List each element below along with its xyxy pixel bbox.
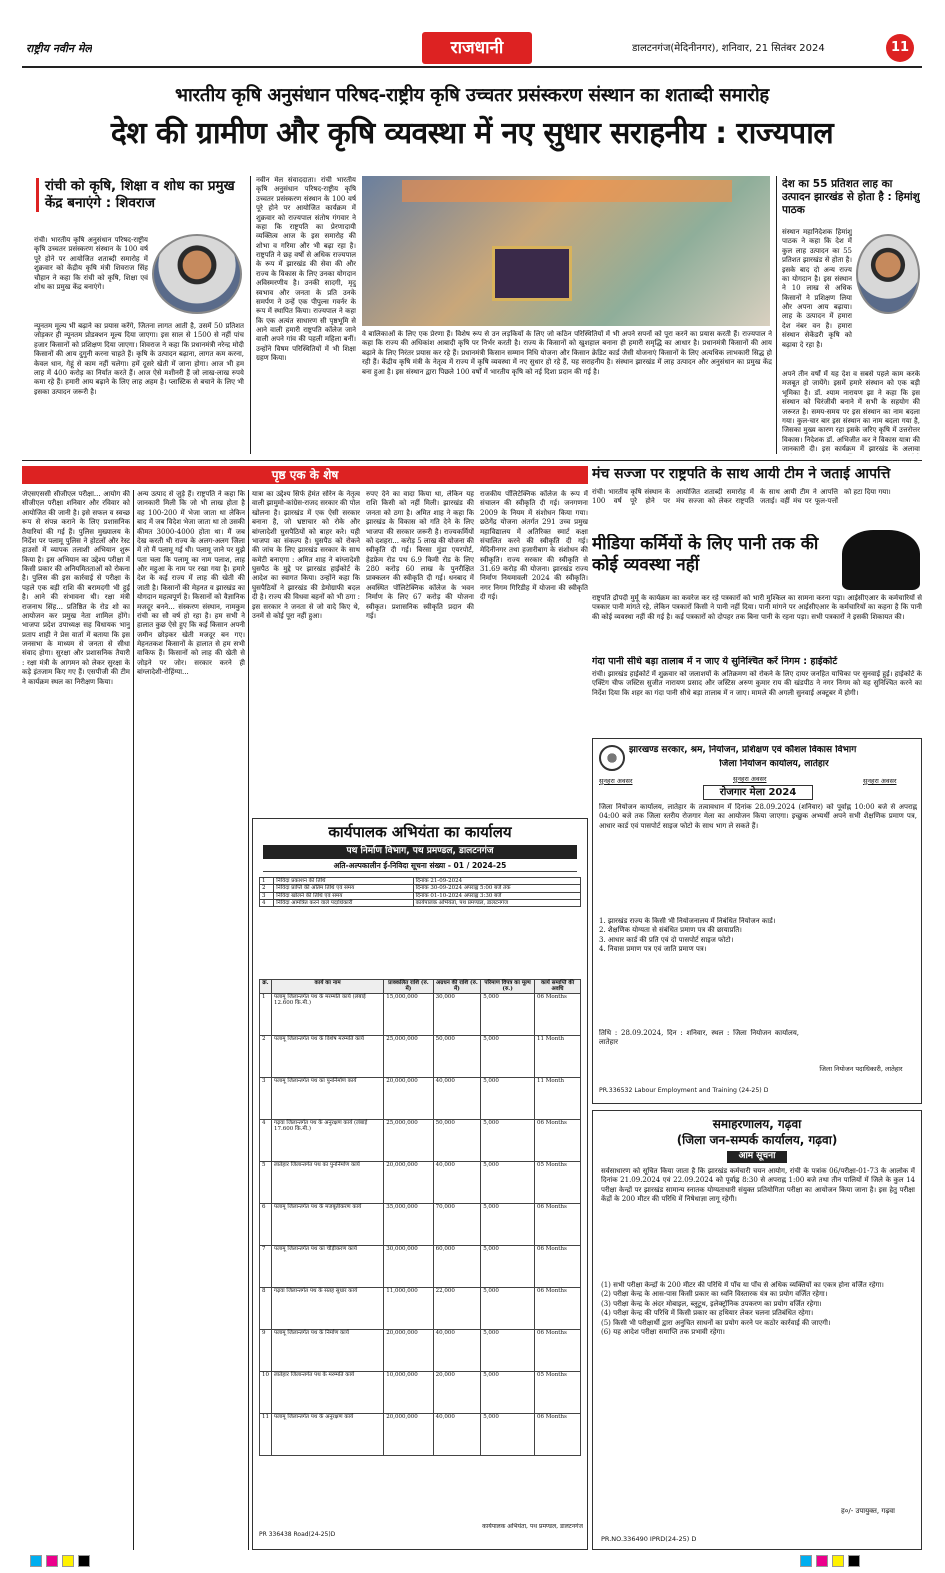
tender-title: कार्यपालक अभियंता का कार्यालय (328, 823, 512, 841)
job-label-left: सुनहरा अवसर (599, 777, 633, 785)
dateline: डालटनगंज(मेदिनीनगर), शनिवार, 21 सितंबर 2024 (632, 43, 825, 54)
tender-column-header: परिमाण विपत्र का मूल्य (रु.) (481, 980, 535, 994)
table-row (260, 1245, 581, 1287)
tender-cell: 06 Months (535, 1329, 581, 1371)
tender-cell: 5,000 (481, 1371, 535, 1413)
tender-cell: 40,000 (433, 1161, 481, 1203)
tender-meta-cell: 4 (260, 899, 274, 906)
court-title: गंदा पानी सीधे बड़ा तालाब में न जाए ये सुनिश्चित करें निगम : हाईकोर्ट (592, 656, 838, 667)
notice-body: सर्वसाधारण को सूचित किया जाता है कि झारखंड कर्मचारी चयन आयोग, रांची के पत्रांक 06/परीक्षा-01-73 के आलोक में दिनांक 21.09.2024 एवं 22.09.2024 को पूर्वाह्न 8:30 से अपराह्न 1:00 बजे तथा तीन पालियों में जिले के कुल 14 परीक्षा केन्द्रों पर झारखंड सामान्य स्नातक योग्यताधारी संयुक्त प्रतियोगिता परीक्षा का आयोजन किया जाना है। इस हेतु परीक्षा केंद्रों के 200 मीटर की परिधि में निषेधाज्ञा लागू रहेगी। (601, 1167, 915, 1204)
tender-cell: 8 (260, 1287, 272, 1329)
tender-cell: 20,000,000 (384, 1161, 433, 1203)
tender-column-header: क्र. (260, 980, 272, 994)
lead-kicker: भारतीय कृषि अनुसंधान परिषद-राष्ट्रीय कृषि उच्चतर प्रसंस्करण संस्थान का शताब्दी समारोह (174, 85, 770, 106)
notice-item-4: (4) परीक्षा केन्द्र की परिधि में किसी प्रकार का हथियार लेकर चलना प्रतिबंधित रहेगा। (601, 1309, 814, 1318)
tender-cell: 25,000,000 (384, 1035, 433, 1077)
left-story-intro: रांची। भारतीय कृषि अनुसंधान परिषद-राष्ट्रीय कृषि उच्चतर प्रसंस्करण संस्थान के 100 वर्ष पूरे होने पर आयोजित शताब्दी समारोह में शुक्रवार को केंद्रीय कृषि मंत्री शिवराज सिंह चौहान ने कहा कि रांची को कृषि, शिक्षा एवं शोध का प्रमुख केंद्र बनाएंगे। (34, 236, 148, 291)
tender-subtitle: पथ निर्माण विभाग, पथ प्रमण्डल, डालटनगंज (263, 845, 577, 859)
job-req-2: 2. शैक्षणिक योग्यता से संबंधित प्रमाण पत्र की छायाप्रति। (599, 926, 742, 935)
tender-cell: 06 Months (535, 1287, 581, 1329)
tender-cell: 40,000 (433, 1077, 481, 1119)
tender-cell: 06 Months (535, 1203, 581, 1245)
tender-cell: 06 Months (535, 993, 581, 1035)
tender-column-header: कार्य का नाम (272, 980, 384, 994)
notice-item-2: (2) परीक्षा केन्द्र के आस-पास किसी प्रकार का ध्वनि विस्तारक यंत्र का प्रयोग वर्जित रहेगा। (601, 1290, 828, 1299)
job-title: रोजगार मेला 2024 (703, 785, 813, 800)
jump-col-1: जेएसएससी सीजीएल परीक्षा... आयोग की सीजीएल परीक्षा शनिवार और रविवार को आयोजित की जानी है। इसे सफल व स्वच्छ रूप से संपन्न कराने के लिए प्रशासनिक तैयारियां की गई हैं। पुलिस मुख्यालय के निर्देश पर पलामू पुलिस ने होटलों और रेस्ट हाउसों में व्यापक तलाशी अभियान शुरू किया है। इस अभियान का उद्देश्य परीक्षा में किसी प्रकार की अनियमितताओं को रोकना है। पुलिस की इस कार्रवाई से परीक्षा के पहले एक बड़ी राशि की बरामदगी भी हुई है। आने की संभावना थी। रक्षा मंत्री राजनाथ सिंह... प्रतिष्ठित के रोड शो का आयोजन कर प्रमुख नेता शामिल होंगे। भाजपा प्रदेश उपाध्यक्ष सह विधायक भानु प्रताप शाही ने प्रेस वार्ता में बताया कि इस जनसभा के माध्यम से जनता से सीधा संवाद होगा। सुरक्षा और प्रशासनिक तैयारी : रक्षा मंत्री के आगमन को लेकर सुरक्षा के कड़े इंतजाम किए गए हैं। एसपीजी की टीम ने कार्यक्रम स्थल का निरीक्षण किया। (22, 490, 130, 686)
job-signature: जिला नियोजन पदाधिकारी, लातेहार (819, 1065, 903, 1073)
jump-col-3: यात्रा का उद्देश्य सिर्फ हेमंत सोरेन के नेतृत्व वाली झामुमो-कांग्रेस-राजद सरकार की पोल खोलना है। झारखंड में एक ऐसी सरकार बनाना है, जो भ्रष्टाचार को रोके और बांग्लादेशी घुसपैठियों को बाहर करे। यही भाजपा का संकल्प है। घुसपैठ को रोकने की जांच के लिए झारखंड सरकार के साथ कमेटी बनाएगा : अमित शाह ने बांग्लादेशी घुसपैठ के मुद्दे पर झारखंड हाईकोर्ट के आदेश का स्वागत किया। उन्होंने कहा कि घुसपैठियों ने झारखंड की डेमोग्राफी बदल दी है। राज्य की विधवा बहनों को भी ठगा : इस सरकार ने जनता से जो वादे किए थे, उनमें से कोई पूरा नहीं हुआ। (252, 490, 360, 620)
tender-meta-cell: निविदा प्रकाशन की तिथि (274, 878, 413, 885)
tender-meta-cell: निविदा खोलने की तिथि एवं समय (274, 892, 413, 899)
registration-swatch (30, 1555, 42, 1567)
tender-cell: लातेहार जिलान्तर्गत पथ का पुनर्निर्माण कार्य (272, 1161, 384, 1203)
left-story-body: न्यूनतम मूल्य भी बढ़ाने का प्रयास करेंगे, जितना लागत आती है, उसमें 50 प्रतिशत जोड़कर ही न्यूनतम प्रोडक्शन मूल्य दिया जाएगा। इस साल से 1500 से नहीं पांच हजार किसानों को प्रशिक्षण दिया जाएगा। शिवराज ने कहा कि प्रधानमंत्री नरेन्द्र मोदी किसानों की आय दुगुनी करना चाहते हैं। कृषि के उत्पादन बढ़ाना, लागत कम करना, केवल धान, गेहूं से काम नहीं चलेगा। हमें दूसरे खेती में जाना होगा। आज भी हम लाह में 400 करोड़ का निर्यात करते हैं। आज ऐसे मशीनरी हैं जो लाख-लाख रुपये कमा रहे हैं। हमारी आय बढ़ाने के लिए लाह अहम है। प्लास्टिक से बचाने के लिए भी इसका उत्पादन जरूरी है। (34, 322, 244, 396)
tender-cell: 50,000 (433, 1035, 481, 1077)
ceremony-photo (362, 176, 770, 326)
right-story (780, 174, 922, 456)
tender-meta-cell: निविदा प्राप्ति की अंतिम तिथि एवं समय (274, 885, 413, 892)
registration-swatch (832, 1555, 844, 1567)
pathak-portrait (856, 234, 920, 314)
tender-cell: 10 (260, 1371, 272, 1413)
registration-swatch (848, 1555, 860, 1567)
tender-signature: कार्यपालक अभियंता, पथ प्रमण्डल, डालटनगंज (482, 1523, 583, 1530)
tender-cell: 5,000 (481, 1119, 535, 1161)
govt-emblem-icon (599, 745, 625, 771)
job-pr-code: PR.336532 Labour Employment and Training (24-25) D (599, 1087, 769, 1094)
notice-signature: ह०/- उपायुक्त, गढ़वा (841, 1507, 895, 1515)
table-row (260, 993, 581, 1035)
job-office: जिला नियोजन कार्यालय, लातेहार (719, 759, 829, 769)
table-row (260, 1161, 581, 1203)
tender-cell: 5 (260, 1161, 272, 1203)
table-row (260, 1287, 581, 1329)
job-body: जिला नियोजन कार्यालय, लातेहार के तत्वावधान में दिनांक 28.09.2024 (शनिवार) को पूर्वाह्न 10:00 बजे से अपराह्न 04:00 बजे तक जिला स्तरीय रोजगार मेला का आयोजन किया जाएगा। इच्छुक अभ्यर्थी अपने सभी शैक्षणिक प्रमाण पत्र, आधार कार्ड एवं पासपोर्ट साइज फोटो के साथ भाग ले सकते हैं। (599, 803, 917, 830)
job-label-center: सुनहरा अवसर (733, 775, 767, 783)
tender-cell: 20,000,000 (384, 1077, 433, 1119)
notice-subtitle: (जिला जन-सम्पर्क कार्यालय, गढ़वा) (676, 1133, 838, 1147)
tender-meta-cell: कार्यपालक अभियंता, पथ प्रमण्डल, डालटनगंज (413, 899, 580, 906)
tender-cell: 5,000 (481, 1161, 535, 1203)
tender-cell: 20,000,000 (384, 1329, 433, 1371)
tender-cell: 70,000 (433, 1203, 481, 1245)
tender-cell: 20,000,000 (384, 1413, 433, 1455)
notice-ad (592, 1110, 922, 1550)
tender-cell: पलामू जिलान्तर्गत पथ के मरम्मति कार्य (लंबाई 12.600 कि.मी.) (272, 993, 384, 1035)
tender-cell: पलामू जिलान्तर्गत पथ के विशेष मरम्मति कार्य (272, 1035, 384, 1077)
court-body: रांची। झारखंड हाईकोर्ट में शुक्रवार को जलाशयों के अतिक्रमण को रोकने के लिए दायर जनहित याचिका पर सुनवाई हुई। हाईकोर्ट के एक्टिंग चीफ जस्टिस सुजीत नारायण प्रसाद और जस्टिस अरुण कुमार राय की खंडपीठ ने नगर निगम को यह सुनिश्चित करने का निर्देश दिया कि शहर का गंदा पानी सीधे बड़ा तालाब में न जाए। मामले की अगली सुनवाई अक्टूबर में होगी। (592, 670, 922, 697)
tender-cell: पलामू जिलान्तर्गत पथ के अनुरक्षण कार्य (272, 1413, 384, 1455)
masthead (22, 28, 922, 68)
section-label: राजधानी (422, 32, 532, 64)
photo-frame (492, 246, 572, 301)
right-story-body: संस्थान महानिदेशक हिमांशु पाठक ने कहा कि देश में कुल लाह उत्पादन का 55 प्रतिशत झारखंड से होता है। इसके बाद दो अन्य राज्य का योगदान है। इस संस्थान ने 10 लाख से अधिक किसानों ने प्रशिक्षण लिया और अपना आय बढ़ाया। लाह के उत्पादन में हमारा देश नंबर वन है। हमारा संस्थान सेकेंडरी कृषि को बढ़ावा दे रहा है। (782, 228, 852, 349)
tender-cell: 5,000 (481, 1329, 535, 1371)
tender-cell: 5,000 (481, 993, 535, 1035)
tender-meta-row (260, 899, 581, 906)
registration-swatch (800, 1555, 812, 1567)
tender-works-table (259, 979, 581, 1456)
stage-title: मंच सज्जा पर राष्ट्रपति के साथ आयी टीम ने जताई आपत्ति (592, 466, 891, 482)
page-number: 11 (886, 34, 914, 62)
tender-cell: लातेहार जिलान्तर्गत पथ के मरम्मति कार्य (272, 1371, 384, 1413)
stage-body: रांची। भारतीय कृषि संस्थान के 100 वर्ष पूरे होने पर आयोजित शताब्दी समारोह में मंच सज्जा को लेकर राष्ट्रपति के साथ आयी टीम ने आपत्ति जताई। वहीं मंच पर फूल-पत्तों को हटा दिया गया। (592, 488, 891, 506)
jump-col-5: राजकीय पॉलिटेक्निक कॉलेज के रूप में संचालन की स्वीकृति दी गई। जनगणना 2009 के नियम में संशोधन किया गया। छठेगेंद्र योजना अंतर्गत 291 उच्च प्रमुख महाविद्यालय में अतिरिक्त स्मार्ट कक्षा संचालित करने की स्वीकृति दी गई। मेदिनीनगर तथा हजारीबाग के संशोधन की स्वीकृति। राज्य सरकार की स्वीकृति से 31.69 करोड़ की योजना। झारखंड राज्य निर्माण नियमावली 2024 की स्वीकृति। नगर निगम गिरिडीह में योजना की स्वीकृति दी गई। (480, 490, 588, 602)
tender-ad (252, 818, 588, 1550)
paper-name: राष्ट्रीय नवीन मेल (26, 42, 92, 55)
table-row (260, 1413, 581, 1455)
tender-cell: 5,000 (481, 1203, 535, 1245)
registration-swatch (816, 1555, 828, 1567)
tender-cell: 05 Months (535, 1371, 581, 1413)
tender-column-header: अग्रधन की राशि (रु. में) (433, 980, 481, 994)
tender-cell: 11,000,000 (384, 1287, 433, 1329)
tender-cell: 11 Month (535, 1077, 581, 1119)
tender-cell: 6 (260, 1203, 272, 1245)
notice-heading: आम सूचना (727, 1151, 787, 1163)
right-column (592, 466, 922, 1550)
tender-cell: 30,000 (433, 993, 481, 1035)
job-req-4: 4. निवास प्रमाण पत्र एवं जाति प्रमाण पत्र। (599, 945, 707, 954)
registration-marks-left (30, 1555, 150, 1569)
notice-list (601, 1281, 915, 1481)
registration-swatch (78, 1555, 90, 1567)
job-footer: तिथि : 28.09.2024, दिन : शनिवार, स्थल : जिला नियोजन कार्यालय, लातेहार (599, 1029, 799, 1047)
minister-portrait (152, 234, 242, 314)
tender-cell: 20,000 (433, 1371, 481, 1413)
table-row (260, 1077, 581, 1119)
media-body: राष्ट्रपति द्रौपदी मुर्मू के कार्यक्रम का कवरेज कर रहे पत्रकारों को भारी मुश्किल का सामना करना पड़ा। आईसीएआर के कर्मचारियों से पत्रकार पानी मांगते रहे, लेकिन पत्रकारों किसी ने पानी नहीं दिया। पानी मांगने पर आईसीएआर के कर्मचारियों का कहना है कि पानी की कोई व्यवस्था नहीं की गई है। कई पत्रकारों को दोपहर तक बिना पानी के रहना पड़ा। सभी पत्रकारों ने इसकी शिकायत की। (592, 594, 922, 621)
notice-item-6: (6) यह आदेश परीक्षा समाप्ति तक प्रभावी रहेगा। (601, 1327, 725, 1336)
left-story-title: रांची को कृषि, शिक्षा व शोध का प्रमुख केंद्र बनाएंगे : शिवराज (36, 178, 236, 212)
tender-cell: 22,000 (433, 1287, 481, 1329)
tender-cell: 5,000 (481, 1245, 535, 1287)
tender-meta-row (260, 878, 581, 885)
registration-swatch (62, 1555, 74, 1567)
tender-meta-cell: 2 (260, 885, 274, 892)
notice-title: समाहरणालय, गढ़वा (712, 1117, 802, 1131)
table-row (260, 1203, 581, 1245)
tender-cell: 7 (260, 1245, 272, 1287)
tender-cell: 35,000,000 (384, 1203, 433, 1245)
tender-cell: पलामू जिलान्तर्गत पथ के निर्माण कार्य (272, 1329, 384, 1371)
tender-cell: 5,000 (481, 1077, 535, 1119)
notice-item-1: (1) सभी परीक्षा केन्द्रों के 200 मीटर की परिधि में पाँच या पाँच से अधिक व्यक्तियों का एकत्र होना वर्जित रहेगा। (601, 1281, 884, 1289)
notice-item-3: (3) परीक्षा केन्द्र के अंदर मोबाइल, ब्लूटूथ, इलेक्ट्रॉनिक उपकरण का प्रयोग वर्जित रहेगा। (601, 1299, 822, 1308)
tender-meta-cell: दिनांक 01-10-2024 अपराह्न 3:30 बजे (413, 892, 580, 899)
tender-cell: 15,000,000 (384, 993, 433, 1035)
tender-meta-row (260, 885, 581, 892)
table-row (260, 1035, 581, 1077)
tender-cell: 06 Months (535, 1413, 581, 1455)
tender-meta-cell: निविदा आमंत्रित करने वाले पदाधिकारी (274, 899, 413, 906)
tender-column-header: प्राक्कलित राशि (रु. में) (384, 980, 433, 994)
notice-item-5: (5) किसी भी परीक्षार्थी द्वारा अनुचित साधनों का प्रयोग करने पर कठोर कार्रवाई की जाएगी। (601, 1318, 831, 1327)
tender-cell: 30,000,000 (384, 1245, 433, 1287)
tender-cell: 10,000,000 (384, 1371, 433, 1413)
tender-cell: 11 Month (535, 1035, 581, 1077)
tender-cell: पलामू जिलान्तर्गत पथ का चौड़ीकरण कार्य (272, 1245, 384, 1287)
table-row (260, 1329, 581, 1371)
table-row (260, 1119, 581, 1161)
tender-cell: 4 (260, 1119, 272, 1161)
center-story-body: वे बालिकाओं के लिए एक प्रेरणा हैं। विशेष रूप से उन लड़कियों के लिए जो कठिन परिस्थितियों में भी अपने सपनों को पूरा करने का प्रयास करती हैं। राज्यपाल ने कहा कि राज्य की अधिकांश आबादी कृषि पर निर्भर करती है। राज्य के किसानों को खुशहाल बनाना ही हमारी समृद्धि का आधार है। प्रधानमंत्री किसानों की आय बढ़ाने के लिए निरंतर प्रयास कर रहे हैं। प्रधानमंत्री किसान सम्मान निधि योजना और किसान क्रेडिट कार्ड जैसी योजनाएं किसानों के लिए अत्यधिक लाभकारी सिद्ध हो रही हैं। केंद्रीय कृषि मंत्री के नेतृत्व में राज्य में कृषि व्यवस्था में नए सुधार हो रहे हैं, यह सराहनीय है। संस्थान झारखंड में लाह उत्पादन और अनुसंधान का प्रमुख केंद्र बना हुआ है। इस संस्थान द्वारा पिछले 100 वर्षों में भारतीय कृषि को नई दिशा प्रदान की गई है। (362, 330, 772, 376)
job-ad (592, 738, 922, 1104)
registration-marks-right (800, 1555, 920, 1569)
tender-column-header: कार्य समाप्ति की अवधि (535, 980, 581, 994)
right-story-title: देश का 55 प्रतिशत लाह का उत्पादन झारखंड से होता है : हिमांशु पाठक (782, 178, 920, 217)
job-label-right: सुनहरा अवसर (863, 777, 897, 785)
tender-cell: 9 (260, 1329, 272, 1371)
tender-cell: 2 (260, 1035, 272, 1077)
tender-cell: 40,000 (433, 1329, 481, 1371)
jump-col-4: रुपए देने का वादा किया था, लेकिन यह राशि किसी को नहीं मिली। झारखंड की जनता को ठगा है। अमित शाह ने कहा कि झारखंड के विकास को गति देने के लिए भाजपा की सरकार जरूरी है। राज्यकर्मियों को दशहरा... करोड़ 5 लाख की योजना की स्वीकृति दी गई। बिरसा मुंडा एयरपोर्ट, हेडफ्रेम रोड पथ 6.9 किमी रोड के लिए 280 करोड़ 60 लाख के पुनरीक्षित प्राक्कलन की स्वीकृति दी गई। धनबाद में अवस्थित पॉलिटेक्निक कॉलेज के भवन निर्माण के लिए 67 करोड़ की योजना स्वीकृत। प्रशासनिक स्वीकृति प्रदान की गई। (366, 490, 474, 620)
center-story-col: नवीन मेल संवाददाता। रांची भारतीय कृषि अनुसंधान परिषद-राष्ट्रीय कृषि उच्चतर प्रसंस्करण संस्थान के 100 वर्ष पूरे होने पर आयोजित कार्यक्रम में शुक्रवार को राज्यपाल संतोष गंगवार ने कहा कि राष्ट्रपति का प्रेरणादायी व्यक्तित्व आज के इस समारोह की शोभा व गरिमा और भी बढ़ा रहा है। राष्ट्रपति ने छह वर्षों से अधिक राज्यपाल के रूप में झारखंड की सेवा की और राज्य के विकास के लिए उनका योगदान अविस्मरणीय है। उनकी सादगी, मृदु स्वभाव और जनता के प्रति उनके समर्पण ने उन्हें एक पीपुल्स गवर्नर के रूप में स्थापित किया। राज्यपाल ने कहा कि एक अत्यंत साधारण सी पृष्ठभूमि से आने वाली हमारी राष्ट्रपति कॉलेज जाने वाली अपने गांव की पहली महिला बनीं। उन्होंने विषम परिस्थितियों में भी शिक्षा ग्रहण किया। (256, 176, 356, 363)
tender-meta-cell: 3 (260, 892, 274, 899)
tender-cell: पलामू जिलान्तर्गत पथ के मजबूतीकरण कार्य (272, 1203, 384, 1245)
tender-meta-cell: 1 (260, 878, 274, 885)
tender-cell: 06 Months (535, 1119, 581, 1161)
tender-cell: 5,000 (481, 1035, 535, 1077)
jump-section-header: पृष्ठ एक के शेष (22, 466, 588, 484)
job-requirements (599, 917, 917, 997)
tender-meta-cell: दिनांक 30-09-2024 अपराह्न 5:00 बजे तक (413, 885, 580, 892)
tender-meta-table (259, 877, 581, 907)
photo-banner (402, 180, 732, 202)
tender-cell: 5,000 (481, 1413, 535, 1455)
media-title: मीडिया कर्मियों के लिए पानी तक की कोई व्यवस्था नहीं (592, 534, 819, 576)
lead-headline: देश की ग्रामीण और कृषि व्यवस्था में नए सुधार सराहनीय : राज्यपाल (110, 116, 834, 151)
tender-meta-row (260, 892, 581, 899)
tender-cell: पलामू जिलान्तर्गत पथ का पुनर्निर्माण कार्य (272, 1077, 384, 1119)
tender-notice-no: अति-अल्पकालीन ई-निविदा सूचना संख्या - 01 / 2024-25 (263, 861, 577, 872)
tender-cell: 11 (260, 1413, 272, 1455)
tender-cell: 06 Months (535, 1245, 581, 1287)
notice-pr-code: PR.NO.336490 IPRD(24-25) D (601, 1535, 697, 1543)
tender-cell: 05 Months (535, 1161, 581, 1203)
tender-cell: गढ़वा जिलान्तर्गत पथ के सतह सुधार कार्य (272, 1287, 384, 1329)
tender-cell: 50,000 (433, 1119, 481, 1161)
tender-cell: गढ़वा जिलान्तर्गत पथ के अनुरक्षण कार्य (लंबाई 17.600 कि.मी.) (272, 1119, 384, 1161)
tender-cell: 1 (260, 993, 272, 1035)
job-req-3: 3. आधार कार्ड की प्रति एवं दो पासपोर्ट साइज फोटो। (599, 935, 734, 944)
tender-cell: 40,000 (433, 1413, 481, 1455)
jump-col-2: अन्य उत्पाद से जुड़े हैं। राष्ट्रपति ने कहा कि जानकारी मिली कि जो भी लाख होता है वह 100-200 में भेजा जाता था लेकिन बाद में जब विदेश भेजा जाता था तो उसकी कीमत 3000-4000 होता था। मैं जब देख करती थी राज्य के अलग-अलग जिला में तो मैं पलामू गई थी। पलामू जाने पर मुझे पता चला कि पलामू का नाम पलाश, लाह और महुआ के नाम पर रखा गया है। हमारे देश के कई राज्य में लाह की खेती की जाती है। किसानों की मेहनत व झारखंड का योगदान महत्वपूर्ण है। किसानों को वैज्ञानिक मजदूर बनने... संस्करण संस्थान, नामकुम रांची का सौ वर्ष हो रहा है। हम सभी ने हालात कुछ ऐसे हुए कि कई किसान अपनी जमीन छोड़कर खेती मजदूर बन गए। मेहनतकश किसानों के हालात से हम सभी वाकिफ हैं। किसानों को लाह की खेती से जोड़ने पर जोर। सरकार करने ही बांग्लादेशी-रोहिंग्या... (137, 490, 245, 677)
tender-cell: 3 (260, 1077, 272, 1119)
job-req-1: 1. झारखंड राज्य के किसी भी नियोजनालय में निबंधित नियोजन कार्ड। (599, 917, 776, 925)
fist-illustration (842, 530, 920, 590)
table-row (260, 1371, 581, 1413)
right-story-body2: अपने तीन वर्षों में यह देश व सबसे पहले काम करके मजबूत हो जायेंगे। इसमें हमारे संस्थान को एक बड़ी भूमिका है। डॉ. श्याम नारायण झा ने कहा कि इस संस्थान को चिरंजीवी बनाने में सभी के सहयोग की जरूरत है। समय-समय पर इस संस्थान का नाम बदला गया। कुल-चार बार इस संस्थान का नाम बदला गया है, जिसका मुख्य कारण रहा इसके जरिए कृषि में उत्तरोत्तर विकास। निदेशक डॉ. अभिजीत कर ने विकास यात्रा की जानकारी दी। इस कार्यक्रम में झारखंड के अलावा (782, 370, 920, 453)
registration-swatch (46, 1555, 58, 1567)
tender-cell: 60,000 (433, 1245, 481, 1287)
tender-cell: 5,000 (481, 1287, 535, 1329)
tender-pr-code: PR 336438 Road(24-25)D (259, 1531, 336, 1538)
left-story (22, 174, 248, 454)
tender-meta-cell: दिनांक 21-09-2024 (413, 878, 580, 885)
tender-cell: 25,000,000 (384, 1119, 433, 1161)
job-org: झारखण्ड सरकार, श्रम, नियोजन, प्रशिक्षण एवं कौशल विकास विभाग (629, 745, 857, 755)
